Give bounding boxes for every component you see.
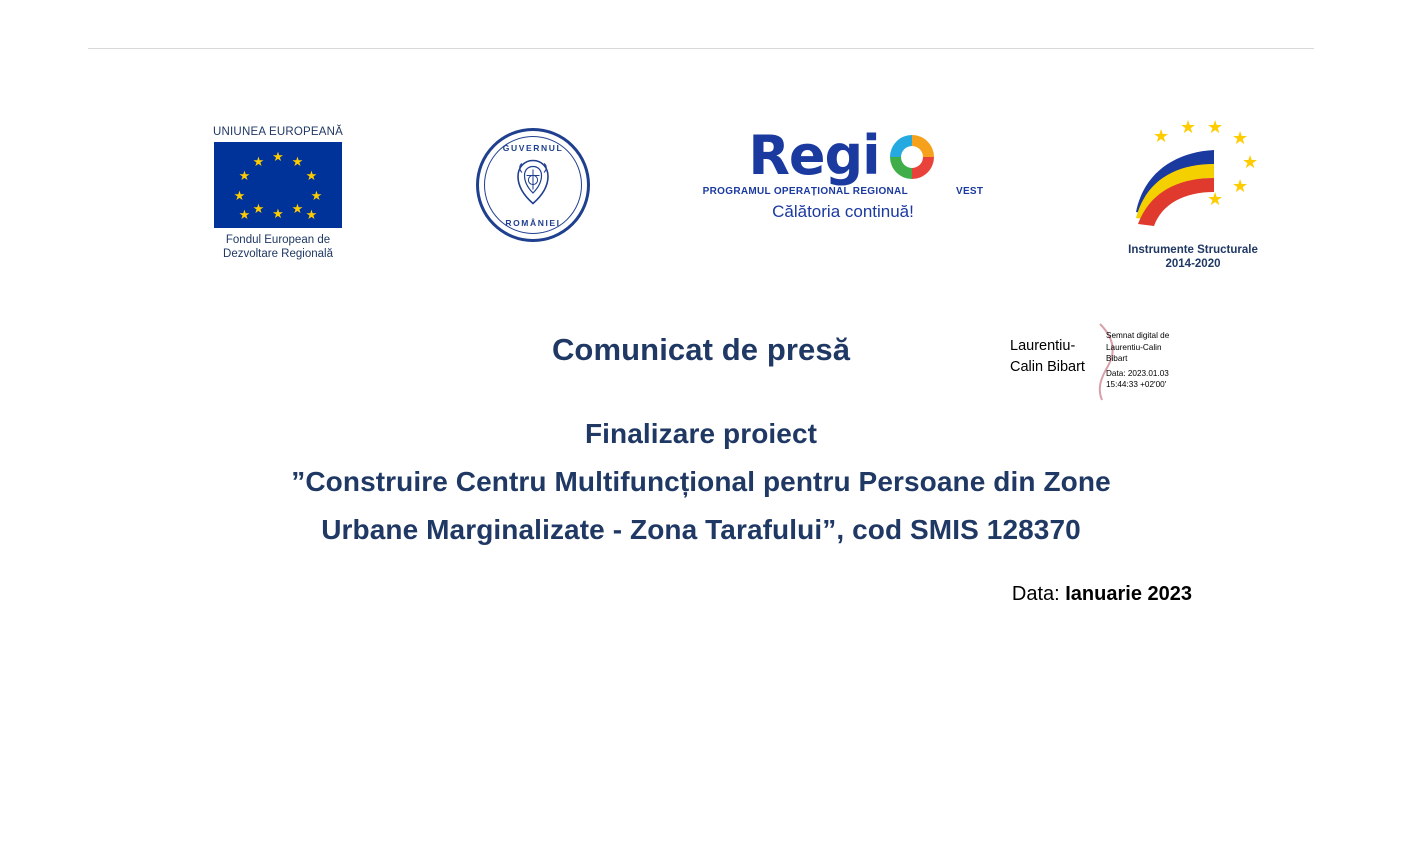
regio-wordmark-row bbox=[673, 124, 1013, 187]
logo-strip bbox=[88, 110, 1314, 280]
signature-name-line-2: Calin Bibart bbox=[1010, 359, 1085, 375]
signature-details-line-3: Bibart bbox=[1106, 354, 1128, 363]
subtitle-line-1: Finalizare proiect bbox=[584, 418, 818, 449]
signature-details bbox=[1106, 330, 1210, 391]
regio-program-line: PROGRAMUL OPERAȚIONAL REGIONAL bbox=[702, 186, 908, 197]
structural-instruments-icon bbox=[1073, 120, 1313, 237]
eu-caption-line-2: Dezvoltare Regională bbox=[223, 248, 333, 261]
eu-caption-line-1: Fondul European de bbox=[225, 234, 331, 246]
regio-slogan: Călătoria continuă! bbox=[772, 202, 914, 221]
structural-instruments-caption bbox=[1073, 243, 1313, 272]
eu-logo-caption-bottom bbox=[148, 233, 408, 262]
eu-logo bbox=[148, 126, 408, 262]
subtitle-line-3: Urbane Marginalizate - Zona Tarafului”, cod SMIS 128370 bbox=[321, 514, 1081, 545]
government-seal-top-text: GUVERNUL bbox=[502, 143, 564, 153]
date-value: Ianuarie 2023 bbox=[1065, 583, 1192, 605]
date-label: Data: bbox=[1011, 583, 1060, 605]
digital-signature-stamp bbox=[1010, 322, 1210, 402]
svg-text:★: ★ bbox=[1232, 128, 1249, 149]
regio-region-label: VEST bbox=[955, 186, 984, 197]
signature-details-line-5: 15:44:33 +02'00' bbox=[1106, 380, 1167, 389]
signature-details-line-2: Laurentiu-Calin bbox=[1106, 342, 1162, 352]
regio-ring-icon bbox=[886, 131, 938, 183]
svg-text:★: ★ bbox=[1232, 176, 1249, 197]
svg-text:★: ★ bbox=[1207, 120, 1224, 138]
coat-of-arms-icon bbox=[510, 157, 556, 214]
government-seal-bottom-text: ROMÂNIEI bbox=[505, 218, 561, 228]
project-subtitle bbox=[0, 410, 1402, 554]
government-of-romania-logo bbox=[418, 128, 648, 242]
eu-flag-icon: ★ ★ ★ ★ ★ ★ ★ ★ ★ ★ ★ ★ bbox=[214, 142, 342, 228]
regio-logo bbox=[673, 124, 1013, 222]
signature-name bbox=[1010, 336, 1106, 378]
structural-instruments-logo bbox=[1073, 120, 1313, 272]
document-date bbox=[1012, 583, 1192, 606]
press-release-heading: Comunicat de presă bbox=[551, 332, 851, 367]
regio-program-row bbox=[673, 186, 1013, 197]
svg-text:★: ★ bbox=[1180, 120, 1197, 138]
header-divider bbox=[88, 48, 1314, 49]
eu-logo-caption-top: UNIUNEA EUROPEANĂ bbox=[213, 126, 343, 138]
svg-text:★: ★ bbox=[1242, 152, 1259, 173]
government-seal-icon bbox=[476, 128, 590, 242]
svg-text:★: ★ bbox=[1153, 126, 1170, 147]
subtitle-line-2: ”Construire Centru Multifuncțional pentru Persoane din Zone bbox=[291, 466, 1111, 497]
signature-name-line-1: Laurentiu- bbox=[1010, 338, 1076, 354]
regio-wordmark: Regi bbox=[748, 124, 880, 187]
structural-instruments-caption-line-1: Instrumente Structurale bbox=[1128, 244, 1258, 256]
structural-instruments-caption-line-2: 2014-2020 bbox=[1165, 258, 1221, 271]
signature-details-line-1: Semnat digital de bbox=[1106, 331, 1170, 340]
signature-details-line-4: Data: 2023.01.03 bbox=[1106, 368, 1169, 378]
svg-text:★: ★ bbox=[1207, 189, 1224, 210]
